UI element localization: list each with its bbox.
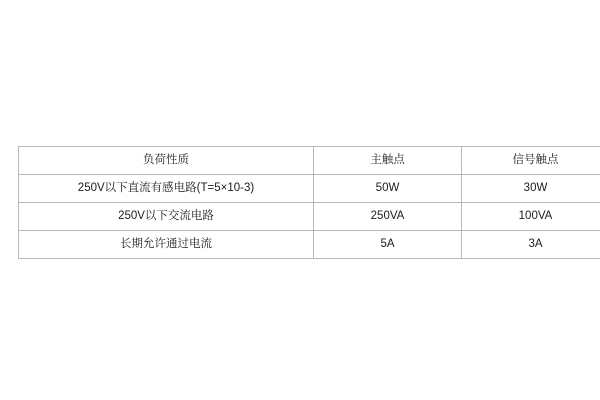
cell-main-contact: 50W — [314, 175, 462, 203]
column-header-main-contact: 主触点 — [314, 147, 462, 175]
cell-signal-contact: 100VA — [462, 203, 600, 231]
cell-main-contact: 5A — [314, 231, 462, 259]
cell-signal-contact: 3A — [462, 231, 600, 259]
column-header-load-nature: 负荷性质 — [19, 147, 314, 175]
table-row — [19, 231, 600, 259]
table-row — [19, 175, 600, 203]
cell-load-nature: 长期允许通过电流 — [19, 231, 314, 259]
spec-table-container — [18, 146, 582, 259]
cell-load-nature: 250V以下直流有感电路(T=5×10-3) — [19, 175, 314, 203]
table-header-row — [19, 147, 600, 175]
cell-main-contact: 250VA — [314, 203, 462, 231]
cell-signal-contact: 30W — [462, 175, 600, 203]
cell-load-nature: 250V以下交流电路 — [19, 203, 314, 231]
column-header-signal-contact: 信号触点 — [462, 147, 600, 175]
table-row — [19, 203, 600, 231]
contact-rating-table — [18, 146, 600, 259]
